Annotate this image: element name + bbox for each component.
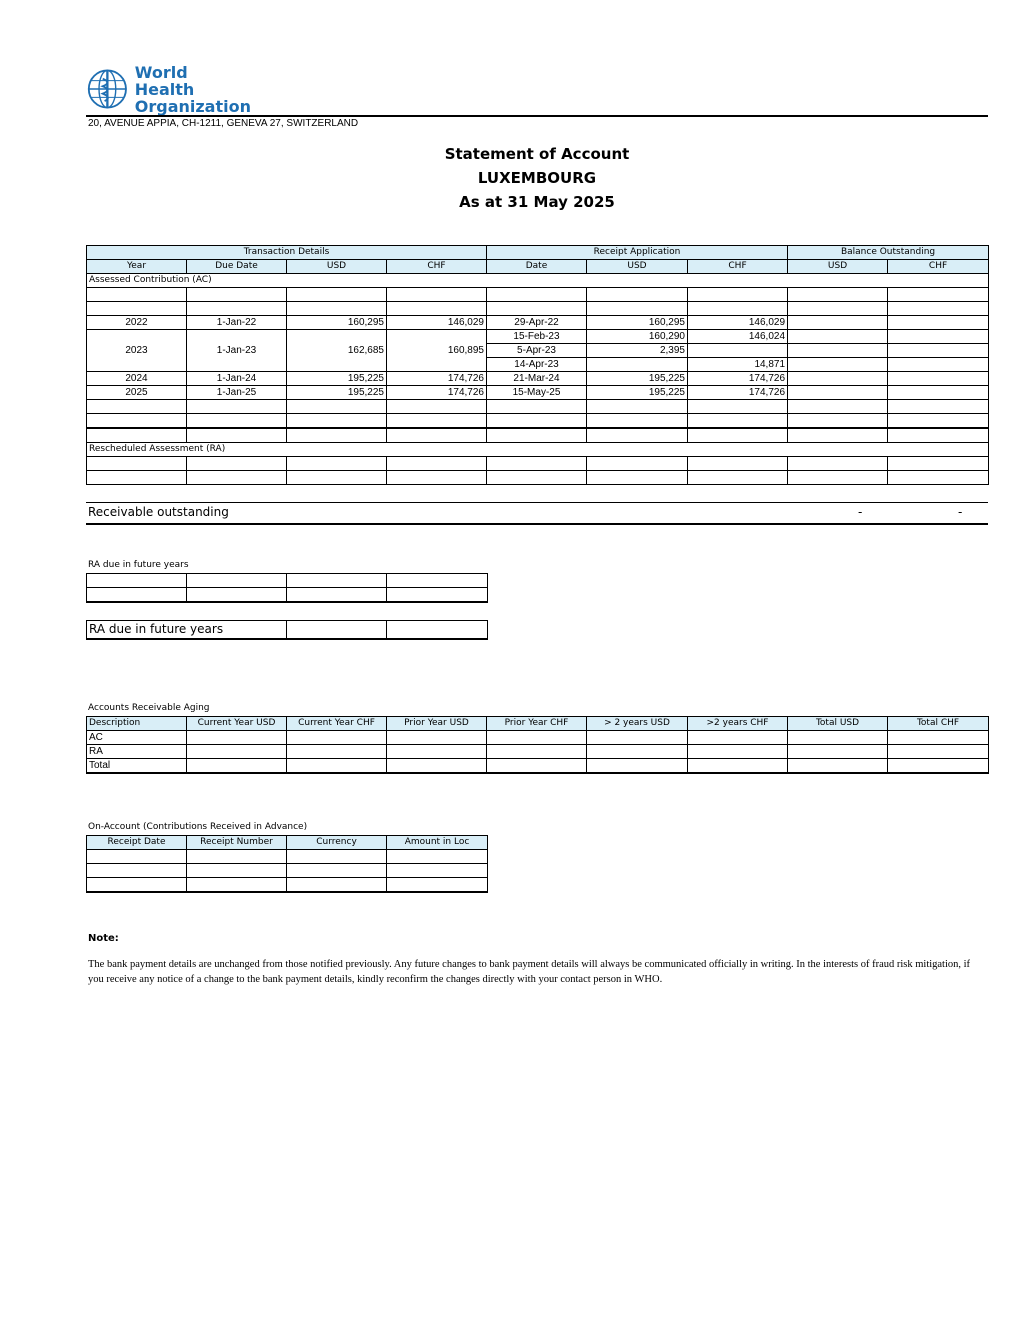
cell-receipt-date: 15-May-25 [487, 386, 587, 400]
section-row [87, 443, 989, 457]
aging-table [86, 716, 989, 774]
table-row [87, 316, 989, 330]
receivable-outstanding-label: Receivable outstanding [88, 505, 229, 519]
cell-receipt-date: 21-Mar-24 [487, 372, 587, 386]
ra-future-total-label: RA due in future years [87, 621, 287, 640]
table-row [87, 414, 989, 429]
cell-year: 2023 [87, 330, 187, 372]
col-balance-chf: CHF [888, 260, 989, 274]
aging-title: Accounts Receivable Aging [88, 703, 210, 713]
cell-receipt-chf: 146,029 [688, 316, 788, 330]
table-row [87, 878, 488, 893]
cell-year: 2025 [87, 386, 187, 400]
table-row [87, 428, 989, 443]
ra-future-title: RA due in future years [88, 560, 189, 570]
table-row [87, 330, 989, 344]
col-due-date: Due Date [187, 260, 287, 274]
aging-col-current-chf: Current Year CHF [287, 717, 387, 731]
aging-col-description: Description [87, 717, 187, 731]
cell-receipt-usd [587, 358, 688, 372]
table-row [87, 302, 989, 316]
receivable-outstanding-row [86, 502, 988, 525]
cell-usd: 195,225 [287, 372, 387, 386]
who-emblem-icon [86, 66, 129, 112]
on-account-col-amount: Amount in Loc [387, 836, 488, 850]
receivable-outstanding-usd: - [858, 505, 863, 519]
aging-col-prior-usd: Prior Year USD [387, 717, 487, 731]
table-row [87, 621, 488, 640]
table-row [87, 745, 989, 759]
cell-receipt-date: 5-Apr-23 [487, 344, 587, 358]
on-account-col-receipt-date: Receipt Date [87, 836, 187, 850]
col-year: Year [87, 260, 187, 274]
on-account-col-receipt-number: Receipt Number [187, 836, 287, 850]
cell-year: 2024 [87, 372, 187, 386]
col-receipt-usd: USD [587, 260, 688, 274]
aging-col-current-usd: Current Year USD [187, 717, 287, 731]
header-divider [86, 115, 988, 117]
country-name: LUXEMBOURG [477, 169, 597, 187]
cell-usd: 162,685 [287, 330, 387, 372]
cell-usd: 160,295 [287, 316, 387, 330]
on-account-table [86, 835, 488, 893]
cell-receipt-chf [688, 344, 788, 358]
cell-chf: 174,726 [387, 386, 487, 400]
section-ac-label: Assessed Contribution (AC) [87, 274, 989, 288]
address: 20, AVENUE APPIA, CH-1211, GENEVA 27, SWITZERLAND [88, 118, 359, 129]
group-receipt-application: Receipt Application [487, 246, 788, 260]
table-row [87, 386, 989, 400]
col-receipt-chf: CHF [688, 260, 788, 274]
note-text: The bank payment details are unchanged from those notified previously. Any future changes to bank payment details will always be communicated officially in writing. In the interests of fraud risk mitigation, if you receive any notice of a change to the bank payment details, kindly reconfirm the changes directly with your contact person in WHO. [88, 959, 971, 985]
org-name-line2: Organization [134, 96, 251, 116]
table-row [87, 471, 989, 485]
aging-row-label: RA [87, 745, 187, 759]
statement-table [86, 245, 989, 485]
aging-col-total-chf: Total CHF [888, 717, 989, 731]
on-account-title: On-Account (Contributions Received in Advance) [88, 822, 308, 832]
cell-due-date: 1-Jan-25 [187, 386, 287, 400]
cell-receipt-usd: 2,395 [587, 344, 688, 358]
cell-receipt-usd: 160,295 [587, 316, 688, 330]
group-transaction-details: Transaction Details [87, 246, 487, 260]
cell-receipt-date: 14-Apr-23 [487, 358, 587, 372]
section-row [87, 274, 989, 288]
table-row [87, 574, 488, 588]
aging-header-row [87, 717, 989, 731]
cell-chf: 160,895 [387, 330, 487, 372]
table-row [87, 372, 989, 386]
table-row [87, 864, 488, 878]
cell-due-date: 1-Jan-24 [187, 372, 287, 386]
col-balance-usd: USD [788, 260, 888, 274]
table-row [87, 759, 989, 774]
col-receipt-date: Date [487, 260, 587, 274]
statement-title: Statement of Account [444, 145, 630, 163]
aging-col-2y-usd: > 2 years USD [587, 717, 688, 731]
table-row [87, 400, 989, 414]
aging-row-label: Total [87, 759, 187, 774]
org-name-line1: World Health [134, 62, 195, 99]
cell-year: 2022 [87, 316, 187, 330]
cell-receipt-usd: 160,290 [587, 330, 688, 344]
aging-col-total-usd: Total USD [788, 717, 888, 731]
org-name [135, 64, 251, 115]
table-row [87, 588, 488, 603]
cell-receipt-date: 29-Apr-22 [487, 316, 587, 330]
cell-usd: 195,225 [287, 386, 387, 400]
aging-col-prior-chf: Prior Year CHF [487, 717, 587, 731]
cell-chf: 146,029 [387, 316, 487, 330]
table-row [87, 731, 989, 745]
cell-receipt-date: 15-Feb-23 [487, 330, 587, 344]
ra-future-total-table [86, 620, 488, 640]
cell-receipt-chf: 146,024 [688, 330, 788, 344]
aging-col-2y-chf: >2 years CHF [688, 717, 788, 731]
cell-due-date: 1-Jan-23 [187, 330, 287, 372]
cell-receipt-chf: 174,726 [688, 372, 788, 386]
cell-receipt-usd: 195,225 [587, 386, 688, 400]
note-title: Note: [88, 933, 119, 944]
column-header-row [87, 260, 989, 274]
table-row [87, 850, 488, 864]
group-header-row [87, 246, 989, 260]
on-account-col-currency: Currency [287, 836, 387, 850]
cell-due-date: 1-Jan-22 [187, 316, 287, 330]
section-ra-label: Rescheduled Assessment (RA) [87, 443, 989, 457]
on-account-header-row [87, 836, 488, 850]
col-chf: CHF [387, 260, 487, 274]
cell-chf: 174,726 [387, 372, 487, 386]
who-logo [86, 62, 251, 116]
aging-row-label: AC [87, 731, 187, 745]
cell-receipt-usd: 195,225 [587, 372, 688, 386]
as-at-date: As at 31 May 2025 [459, 193, 615, 211]
ra-future-table [86, 573, 488, 603]
cell-receipt-chf: 174,726 [688, 386, 788, 400]
table-row [87, 457, 989, 471]
receivable-outstanding-chf: - [958, 505, 963, 519]
table-row [87, 288, 989, 302]
cell-receipt-chf: 14,871 [688, 358, 788, 372]
col-usd: USD [287, 260, 387, 274]
group-balance-outstanding: Balance Outstanding [788, 246, 989, 260]
